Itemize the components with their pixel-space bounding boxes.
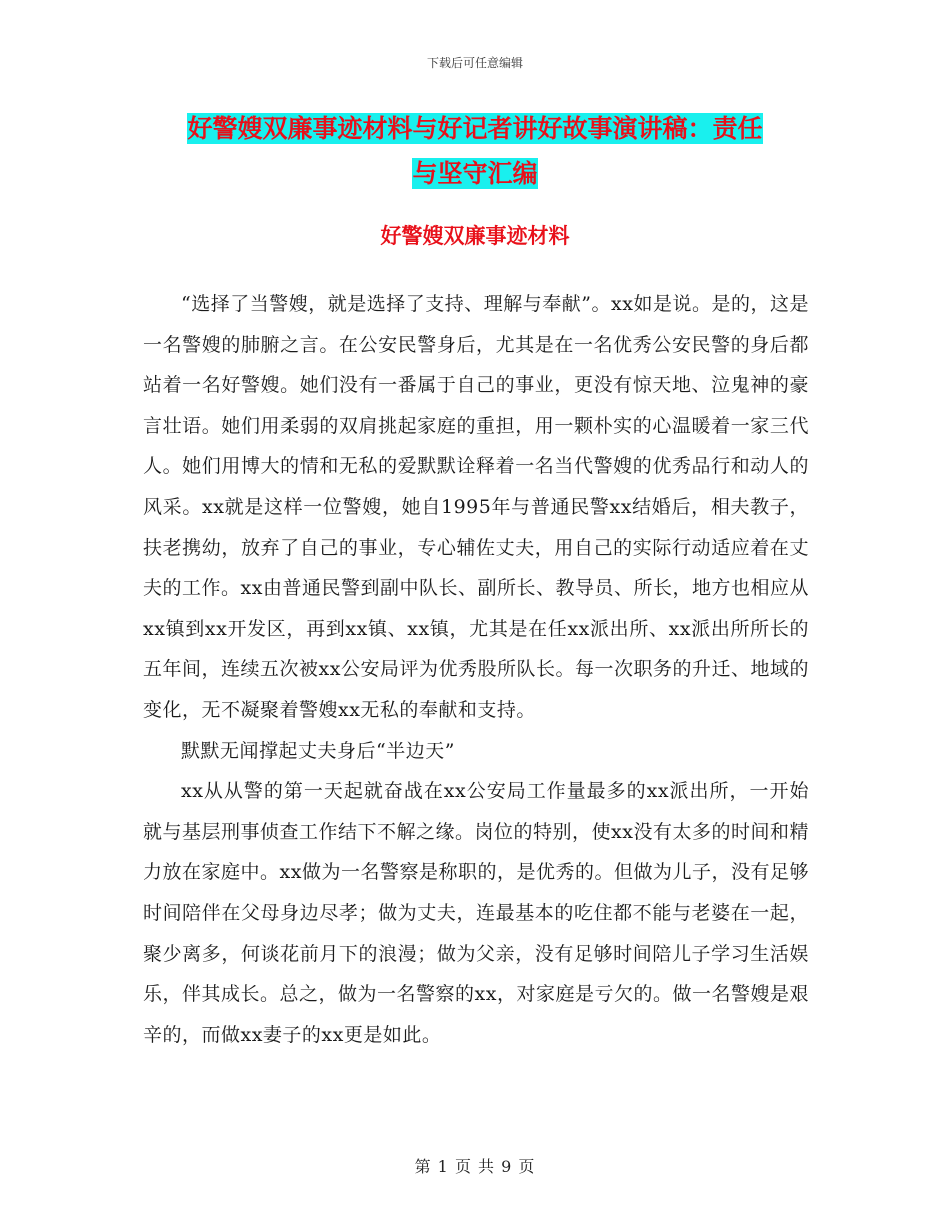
- paragraph-1: “选择了当警嫂，就是选择了支持、理解与奉献”。xx如是说。是的，这是一名警嫂的肺腑之言。在公安民警身后，尤其是在一名优秀公安民警的身后都站着一名好警嫂。她们没有一番属于自己的事业，更没有惊天地、泣鬼神的豪言壮语。她们用柔弱的双肩挑起家庭的重担，用一颗朴实的心温暖着一家三代人。她们用博大的情和无私的爱默默诠释着一名当代警嫂的优秀品行和动人的风采。xx就是这样一位警嫂，她自1995年与普通民警xx结婚后，相夫教子，扶老携幼，放弃了自己的事业，专心辅佐丈夫，用自己的实际行动适应着在丈夫的工作。xx由普通民警到副中队长、副所长、教导员、所长，地方也相应从xx镇到xx开发区，再到xx镇、xx镇，尤其是在任xx派出所、xx派出所所长的五年间，连续五次被xx公安局评为优秀股所队长。每一次职务的升迁、地域的变化，无不凝聚着警嫂xx无私的奉献和支持。: [143, 293, 809, 721]
- document-body: [143, 284, 809, 1055]
- section-heading: 好警嫂双廉事迹材料: [380, 224, 570, 248]
- page-footer: 第 1 页 共 9 页: [414, 1157, 536, 1176]
- header-note: 下载后可任意编辑: [426, 56, 523, 70]
- document-title-line-2: [0, 157, 950, 191]
- document-title-line-1: [0, 112, 950, 146]
- title-text-2: 与坚守汇编: [412, 159, 538, 188]
- paragraph-3: xx从从警的第一天起就奋战在xx公安局工作量最多的xx派出所，一开始就与基层刑事侦查工作结下不解之缘。岗位的特别，使xx没有太多的时间和精力放在家庭中。xx做为一名警察是称职的，是优秀的。但做为儿子，没有足够时间陪伴在父母身边尽孝；做为丈夫，连最基本的吃住都不能与老婆在一起，聚少离多，何谈花前月下的浪漫；做为父亲，没有足够时间陪儿子学习生活娱乐，伴其成长。总之，做为一名警察的xx，对家庭是亏欠的。做一名警嫂是艰辛的，而做xx妻子的xx更是如此。: [143, 780, 809, 1046]
- title-text-1: 好警嫂双廉事迹材料与好记者讲好故事演讲稿：责任: [187, 114, 763, 143]
- paragraph-2: 默默无闻撑起丈夫身后“半边天”: [181, 739, 455, 762]
